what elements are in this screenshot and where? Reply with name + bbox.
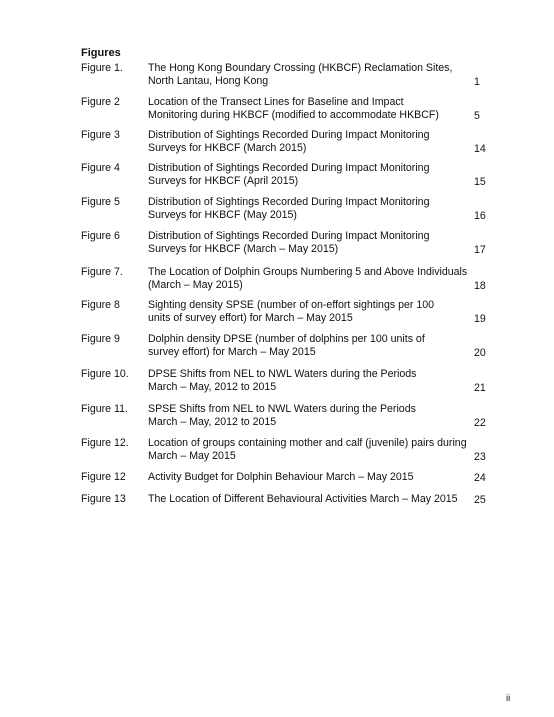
figure-page-number: 19 [474,312,486,325]
figure-title-line: March – May, 2012 to 2015 [148,415,277,428]
figure-title-line: March – May 2015 [148,449,236,462]
figure-title-line: Surveys for HKBCF (May 2015) [148,208,297,221]
figure-title-line: Sighting density SPSE (number of on-effort sightings per 100 [148,299,435,311]
figure-title [148,230,468,255]
figure-page-number: 16 [474,209,486,222]
figure-title-line: Monitoring during HKBCF (modified to accommodate HKBCF) [148,108,439,121]
figure-title-line: Dolphin density DPSE (number of dolphins per 100 units of [148,333,425,345]
figure-title-line: Distribution of Sightings Recorded During Impact Monitoring [148,129,430,141]
figure-title [148,162,468,187]
figure-title-line: Location of groups containing mother and calf (juvenile) pairs during [148,437,467,449]
figure-title-line: The Location of Different Behavioural Activities March – May 2015 [148,493,458,505]
figure-page-number: 14 [474,142,486,155]
figure-title-line: North Lantau, Hong Kong [148,74,269,87]
figure-title-line: DPSE Shifts from NEL to NWL Waters during the Periods [148,368,417,380]
figure-number: Figure 9 [81,333,120,345]
figure-page-number: 5 [474,109,480,122]
figure-number: Figure 13 [81,493,126,505]
figure-page-number: 25 [474,494,486,506]
figure-title [148,129,468,154]
figure-title [148,471,468,484]
figure-number: Figure 3 [81,129,120,141]
figure-title-line: Distribution of Sightings Recorded During Impact Monitoring [148,162,430,174]
figure-title-line: Location of the Transect Lines for Baseline and Impact [148,96,404,108]
figure-page-number: 20 [474,346,486,359]
figure-title [148,368,468,393]
figure-title-line: units of survey effort) for March – May 2015 [148,311,353,324]
figure-title [148,437,468,462]
figure-title [148,493,468,506]
figure-title-line: Surveys for HKBCF (March – May 2015) [148,242,339,255]
figure-page-number: 21 [474,381,486,394]
figure-number: Figure 6 [81,230,120,242]
page-number: ii [506,693,511,704]
figure-number: Figure 12. [81,437,129,449]
figure-number: Figure 4 [81,162,120,174]
figure-title-line: Distribution of Sightings Recorded During Impact Monitoring [148,230,430,242]
figure-title [148,266,468,291]
figure-title-line: Surveys for HKBCF (March 2015) [148,141,307,154]
figure-title [148,96,468,121]
figure-page-number: 24 [474,472,486,484]
figure-number: Figure 8 [81,299,120,311]
figure-title [148,196,468,221]
figure-title-line: Surveys for HKBCF (April 2015) [148,174,299,187]
figure-number: Figure 10. [81,368,129,380]
figure-page-number: 17 [474,243,486,256]
figure-title [148,299,468,324]
figure-number: Figure 2 [81,96,120,108]
figure-number: Figure 1. [81,62,123,74]
figure-page-number: 18 [474,279,486,292]
figure-page-number: 15 [474,175,486,188]
figure-title-line: The Hong Kong Boundary Crossing (HKBCF) Reclamation Sites, [148,62,453,74]
figure-title-line: March – May, 2012 to 2015 [148,380,277,393]
figure-title-line: Activity Budget for Dolphin Behaviour March – May 2015 [148,471,414,483]
figure-title [148,403,468,428]
figure-page-number: 1 [474,75,480,88]
figure-title [148,62,468,87]
figure-page-number: 23 [474,450,486,463]
figure-title-line: SPSE Shifts from NEL to NWL Waters during the Periods [148,403,416,415]
figure-title-line: The Location of Dolphin Groups Numbering 5 and Above Individuals [148,266,468,278]
figure-title-line: Distribution of Sightings Recorded During Impact Monitoring [148,196,430,208]
figure-title-line: (March – May 2015) [148,278,243,291]
figure-title-line: survey effort) for March – May 2015 [148,345,316,358]
figure-number: Figure 7. [81,266,123,278]
figure-title [148,333,468,358]
figure-number: Figure 12 [81,471,126,483]
figure-number: Figure 11. [81,403,128,415]
figure-number: Figure 5 [81,196,120,208]
figure-page-number: 22 [474,416,486,429]
figures-heading: Figures [81,47,121,59]
